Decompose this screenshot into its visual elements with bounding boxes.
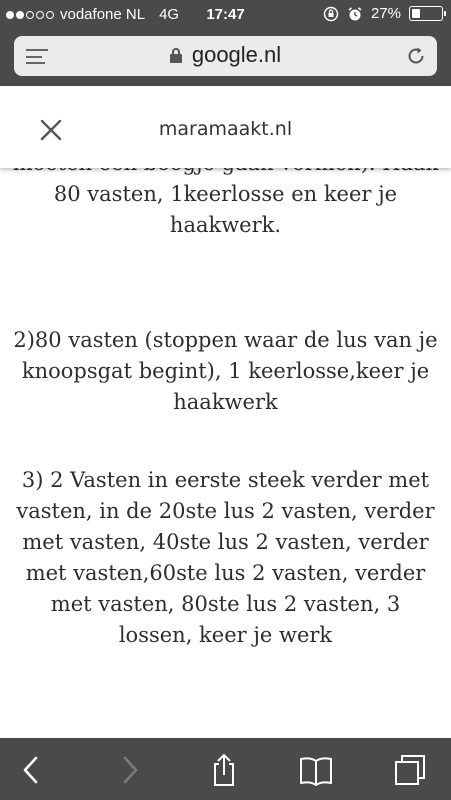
status-right: [323, 5, 443, 22]
battery-icon: [409, 6, 443, 21]
battery-fill: [412, 9, 420, 18]
network-type: 4G: [159, 6, 180, 23]
url-display[interactable]: [14, 42, 437, 68]
article-content: [0, 132, 451, 738]
alarm-icon: [347, 6, 363, 22]
share-icon[interactable]: [206, 753, 242, 787]
battery-percent: 27%: [370, 5, 401, 22]
status-time: 17:47: [206, 6, 245, 23]
site-title: maramaakt.nl: [158, 118, 293, 140]
forward-chevron-icon[interactable]: [112, 753, 148, 787]
address-bar[interactable]: [14, 36, 437, 76]
status-bar: [0, 0, 451, 30]
carrier-name: vodafone NL: [60, 6, 146, 23]
article-paragraph-2: 2)80 vasten (stoppen waar de lus van je knoopsgat begint), 1 keerlosse,keer je haakwerk: [13, 328, 438, 414]
lock-icon: [170, 48, 182, 63]
bookmarks-icon[interactable]: [298, 753, 334, 787]
browser-toolbar: [0, 738, 451, 800]
url-text[interactable]: google.nl: [191, 42, 282, 67]
rotation-lock-icon: [323, 6, 339, 22]
article-paragraph-3: 3) 2 Vasten in eerste steek verder met vasten, in de 20ste lus 2 vasten, verder met vasten, 40ste lus 2 vasten, verder met vasten,60ste lus 2 vasten, verder met vasten, 80ste lus 2 vasten, 3 lossen, keer je werk: [16, 468, 435, 647]
browser-chrome: [0, 30, 451, 86]
site-header: [0, 86, 451, 168]
reload-icon[interactable]: [405, 45, 427, 67]
article-paragraph-1: 80 vasten, 1keerlosse en keer je haakwerk.: [53, 182, 398, 237]
back-chevron-icon[interactable]: [14, 753, 50, 787]
tabs-icon[interactable]: [392, 753, 428, 787]
